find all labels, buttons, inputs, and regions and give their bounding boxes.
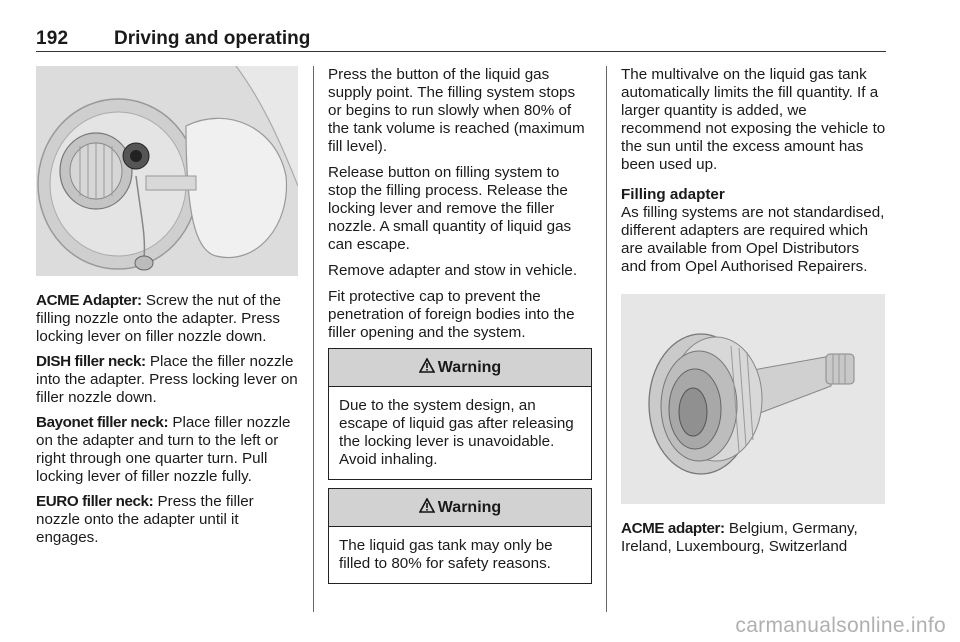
paragraph: Bayonet filler neck: Place filler nozzle on the adapter and turn to the left or right through one quarter turn. Pull locking lever of filler nozzle fully. — [36, 414, 291, 485]
column-2 — [328, 66, 592, 584]
watermark: carmanualsonline.info — [735, 614, 946, 637]
term: ACME adapter: — [621, 520, 725, 537]
warning-triangle-icon — [419, 358, 435, 378]
column-3 — [621, 66, 887, 564]
figure-caption: ACME adapter: Belgium, Germany, Ireland, Luxembourg, Switzerland — [621, 520, 858, 555]
warning-box — [328, 348, 592, 480]
acme-adapter-illustration — [621, 294, 885, 504]
paragraph: Remove adapter and stow in vehicle. — [328, 262, 578, 279]
warning-title: Warning — [437, 358, 502, 376]
warning-title: Warning — [437, 498, 502, 516]
paragraph: DISH filler neck: Place the filler nozzle into the adapter. Press locking lever on filler nozzle down. — [36, 353, 298, 406]
warning-text: Due to the system design, an escape of liquid gas after releasing the locking lever is unavoidable. Avoid inhaling. — [339, 397, 574, 468]
paragraph: As filling systems are not standardised, different adapters are required which are available from Opel Distributors and from Opel Authorised Repairers. — [621, 204, 885, 275]
term: ACME Adapter: — [36, 292, 142, 309]
paragraph: Press the button of the liquid gas supply point. The filling system stops or begins to run slowly when 80% of the tank volume is reached (maximum fill level). — [328, 66, 585, 155]
paragraph: The multivalve on the liquid gas tank automatically limits the fill quantity. If a larger quantity is added, we recommend not exposing the vehicle to the sun until the excess amount has been used up. — [621, 66, 886, 173]
adapter-drawing — [621, 294, 885, 504]
warning-box — [328, 488, 592, 584]
paragraph: Fit protective cap to prevent the penetration of foreign bodies into the filler opening and the system. — [328, 288, 575, 341]
paragraph: EURO filler neck: Press the filler nozzle onto the adapter until it engages. — [36, 493, 254, 546]
term: Bayonet filler neck: — [36, 414, 169, 431]
column-1 — [36, 66, 300, 554]
column-divider — [313, 66, 314, 612]
page-header — [36, 28, 886, 52]
fuel-cap-drawing — [36, 66, 298, 276]
page-number: 192 — [36, 28, 69, 49]
column-divider — [606, 66, 607, 612]
term: EURO filler neck: — [36, 493, 154, 510]
section-title: Driving and operating — [114, 28, 311, 49]
paragraph: ACME Adapter: Screw the nut of the filling nozzle onto the adapter. Press locking lever on filler nozzle down. — [36, 292, 281, 345]
warning-text: The liquid gas tank may only be filled to 80% for safety reasons. — [339, 537, 553, 572]
paragraph: Release button on filling system to stop the filling process. Release the locking lever and remove the filler nozzle. A small quantity of liquid gas can escape. — [328, 164, 572, 253]
warning-header — [329, 349, 591, 387]
term: DISH filler neck: — [36, 353, 146, 370]
warning-triangle-icon — [419, 498, 435, 518]
warning-header — [329, 489, 591, 527]
fuel-cap-illustration — [36, 66, 298, 276]
subheading: Filling adapter — [621, 186, 725, 203]
